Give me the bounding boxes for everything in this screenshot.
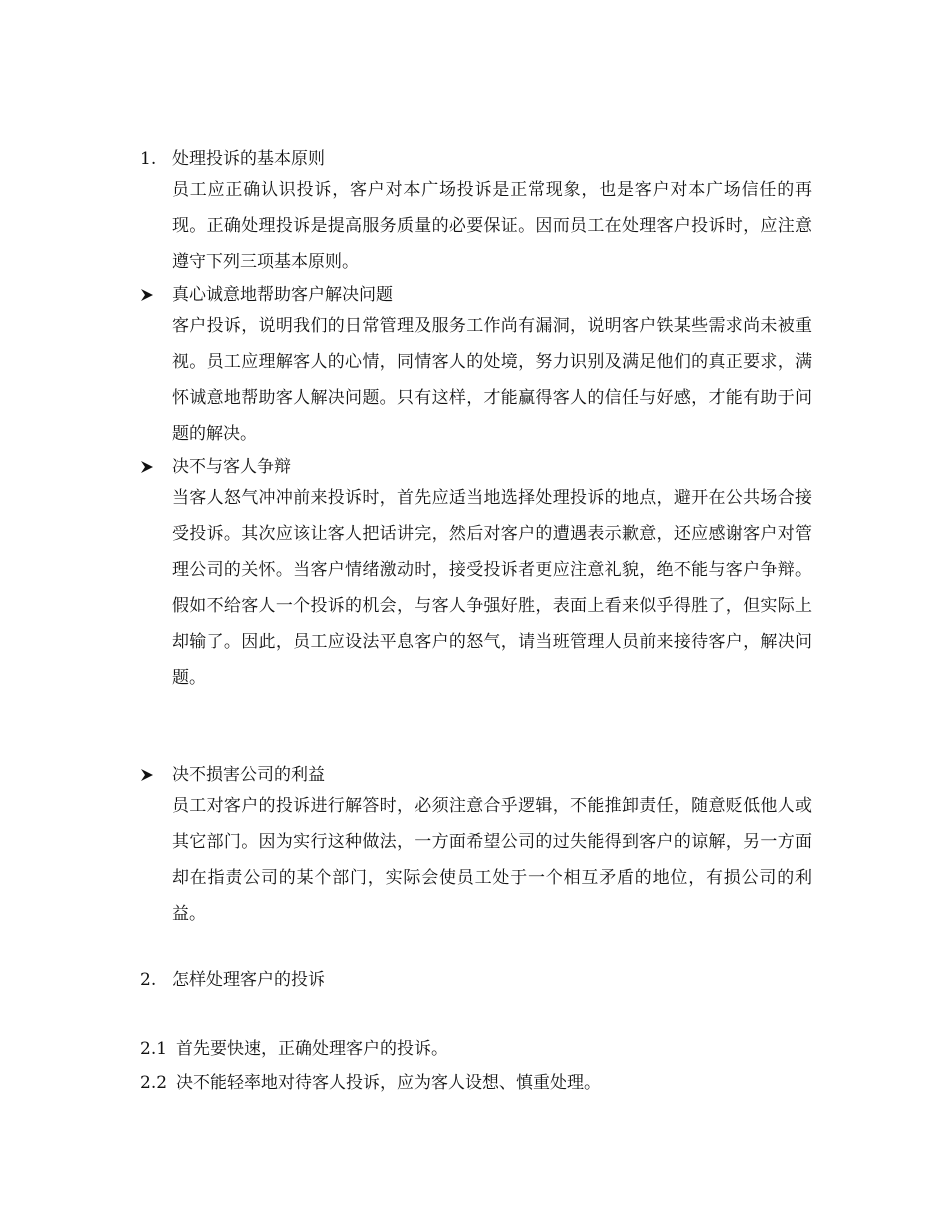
principle-3-body: 员工对客户的投诉进行解答时，必须注意合乎逻辑，不能推卸责任，随意贬低他人或其它部门。因为实行这种做法，一方面希望公司的过失能得到客户的谅解，另一方面却在指责公司的某个部门，实际会使员工处于一个相互矛盾的地位，有损公司的利益。 — [172, 796, 812, 924]
arrow-bullet-icon — [139, 765, 155, 785]
arrow-bullet-icon — [139, 457, 155, 477]
principle-1-body: 客户投诉，说明我们的日常管理及服务工作尚有漏洞，说明客户铁某些需求尚未被重视。员工应理解客人的心情，同情客人的处境，努力识别及满足他们的真正要求，满怀诚意地帮助客人解决问题。只有这样，才能赢得客人的信任与好感，才能有助于问题的解决。 — [172, 316, 812, 444]
step-2-2-number: 2.2 — [140, 1073, 168, 1093]
step-2-1-text: 首先要快速，正确处理客户的投诉。 — [176, 1039, 448, 1059]
section-2-number: 2. — [140, 970, 157, 990]
section-1-number: 1. — [140, 149, 157, 169]
section-1-body: 员工应正确认识投诉，客户对本广场投诉是正常现象，也是客户对本广场信任的再现。正确处理投诉是提高服务质量的必要保证。因而员工在处理客户投诉时，应注意遵守下列三项基本原则。 — [172, 180, 812, 272]
principle-2-body: 当客人怒气冲冲前来投诉时，首先应适当地选择处理投诉的地点，避开在公共场合接受投诉。其次应该让客人把话讲完，然后对客户的遭遇表示歉意，还应感谢客户对管理公司的关怀。当客户情绪激动时，接受投诉者更应注意礼貌，绝不能与客户争辩。假如不给客人一个投诉的机会，与客人争强好胜，表面上看来似乎得胜了，但实际上却输了。因此，员工应设法平息客户的怒气，请当班管理人员前来接待客户，解决问题。 — [172, 488, 812, 688]
step-2-2-text: 决不能轻率地对待客人投诉，应为客人设想、慎重处理。 — [176, 1073, 601, 1093]
step-2-1-number: 2.1 — [140, 1039, 168, 1059]
principle-3-heading: 决不损害公司的利益 — [172, 765, 325, 785]
arrow-bullet-icon — [139, 285, 155, 305]
principle-2-heading: 决不与客人争辩 — [172, 457, 291, 477]
principle-1-heading: 真心诚意地帮助客户解决问题 — [172, 285, 393, 305]
section-1-heading: 处理投诉的基本原则 — [172, 149, 325, 169]
section-2-heading: 怎样处理客户的投诉 — [172, 970, 325, 990]
